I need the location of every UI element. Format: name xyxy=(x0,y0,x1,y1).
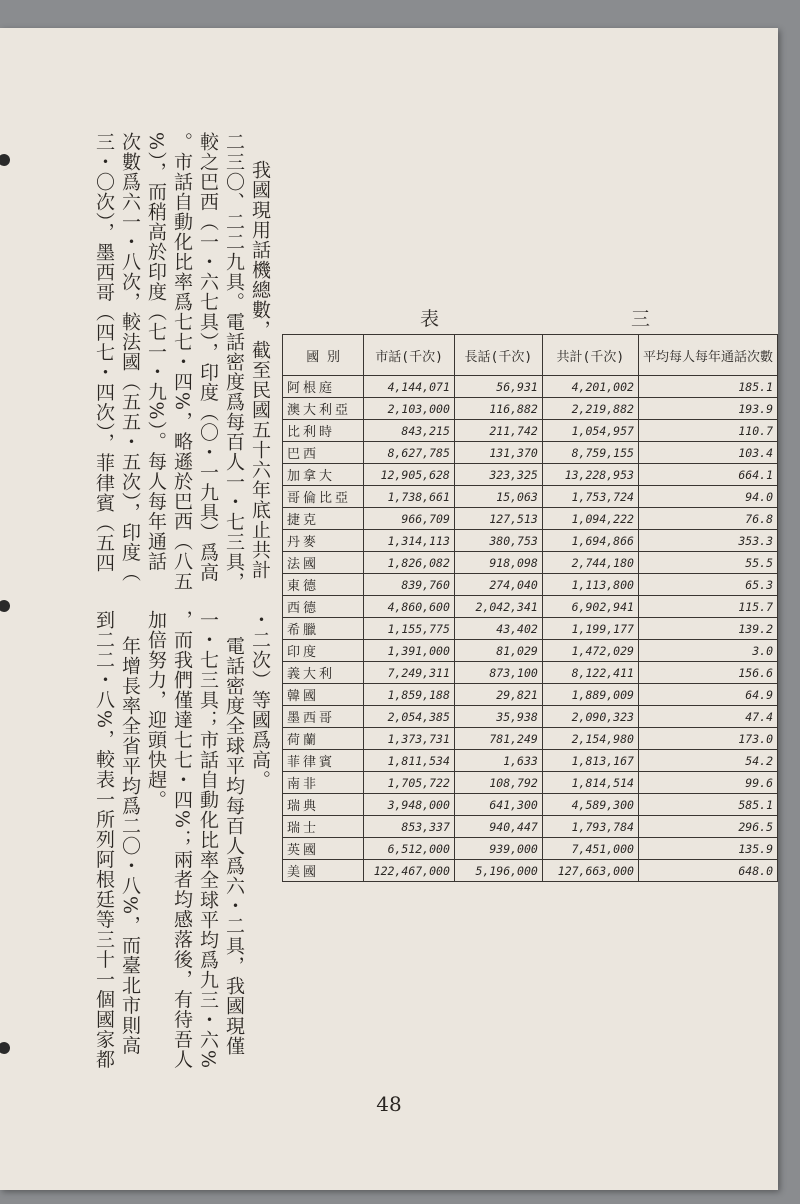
country-cell: 巴西 xyxy=(283,442,364,464)
value-cell: 127,513 xyxy=(454,508,542,530)
table-title-label: 表 xyxy=(420,308,440,330)
value-cell: 94.0 xyxy=(638,486,777,508)
value-cell: 1,859,188 xyxy=(364,684,455,706)
page-number: 48 xyxy=(376,1092,402,1116)
country-cell: 加拿大 xyxy=(283,464,364,486)
table-row xyxy=(283,398,778,420)
text-column: ・二次）等國爲高。 xyxy=(249,610,271,790)
value-cell: 353.3 xyxy=(638,530,777,552)
value-cell: 185.1 xyxy=(638,376,777,398)
value-cell: 131,370 xyxy=(454,442,542,464)
value-cell: 29,821 xyxy=(454,684,542,706)
text-column: 到二二・八%，較表一所列阿根廷等三十一個國家都 xyxy=(93,610,115,1070)
value-cell: 1,314,113 xyxy=(364,530,455,552)
value-cell: 1,814,514 xyxy=(542,772,638,794)
value-cell: 1,054,957 xyxy=(542,420,638,442)
value-cell: 940,447 xyxy=(454,816,542,838)
country-cell: 荷蘭 xyxy=(283,728,364,750)
value-cell: 6,902,941 xyxy=(542,596,638,618)
table-row xyxy=(283,464,778,486)
value-cell: 3.0 xyxy=(638,640,777,662)
table-header-row xyxy=(283,335,778,376)
country-cell: 澳大利亞 xyxy=(283,398,364,420)
value-cell: 64.9 xyxy=(638,684,777,706)
table-row xyxy=(283,662,778,684)
value-cell: 323,325 xyxy=(454,464,542,486)
value-cell: 135.9 xyxy=(638,838,777,860)
table-row xyxy=(283,508,778,530)
value-cell: 15,063 xyxy=(454,486,542,508)
value-cell: 76.8 xyxy=(638,508,777,530)
country-cell: 阿根庭 xyxy=(283,376,364,398)
table-row xyxy=(283,574,778,596)
value-cell: 7,249,311 xyxy=(364,662,455,684)
value-cell: 843,215 xyxy=(364,420,455,442)
value-cell: 8,627,785 xyxy=(364,442,455,464)
table-row xyxy=(283,750,778,772)
value-cell: 1,811,534 xyxy=(364,750,455,772)
value-cell: 54.2 xyxy=(638,750,777,772)
table-row xyxy=(283,684,778,706)
text-column: 電話密度全球平均每百人爲六・二具，我國現僅 xyxy=(223,636,245,1056)
value-cell: 2,744,180 xyxy=(542,552,638,574)
table-row xyxy=(283,530,778,552)
table-row xyxy=(283,838,778,860)
country-cell: 哥倫比亞 xyxy=(283,486,364,508)
country-cell: 英國 xyxy=(283,838,364,860)
value-cell: 1,813,167 xyxy=(542,750,638,772)
value-cell: 918,098 xyxy=(454,552,542,574)
text-column: 次數爲六一・八次，較法國（五五・五次），印度（ xyxy=(119,132,141,583)
value-cell: 110.7 xyxy=(638,420,777,442)
value-cell: 4,589,300 xyxy=(542,794,638,816)
table-title-number: 三 xyxy=(630,308,650,330)
value-cell: 1,113,800 xyxy=(542,574,638,596)
value-cell: 127,663,000 xyxy=(542,860,638,882)
country-cell: 法國 xyxy=(283,552,364,574)
value-cell: 47.4 xyxy=(638,706,777,728)
value-cell: 648.0 xyxy=(638,860,777,882)
value-cell: 103.4 xyxy=(638,442,777,464)
value-cell: 116,882 xyxy=(454,398,542,420)
table-row xyxy=(283,552,778,574)
value-cell: 56,931 xyxy=(454,376,542,398)
country-cell: 墨西哥 xyxy=(283,706,364,728)
value-cell: 2,103,000 xyxy=(364,398,455,420)
value-cell: 2,054,385 xyxy=(364,706,455,728)
text-column: ，而我們僅達七七・四%；兩者均感落後，有待吾人 xyxy=(171,610,193,1070)
value-cell: 585.1 xyxy=(638,794,777,816)
table-row xyxy=(283,420,778,442)
value-cell: 966,709 xyxy=(364,508,455,530)
text-column: 加倍努力，迎頭快趕。 xyxy=(145,610,167,810)
value-cell: 1,391,000 xyxy=(364,640,455,662)
text-column: 。市話自動化比率爲七七・四%，略遜於巴西（八五 xyxy=(171,132,193,592)
value-cell: 7,451,000 xyxy=(542,838,638,860)
country-cell: 南非 xyxy=(283,772,364,794)
value-cell: 1,633 xyxy=(454,750,542,772)
country-cell: 希臘 xyxy=(283,618,364,640)
value-cell: 5,196,000 xyxy=(454,860,542,882)
value-cell: 6,512,000 xyxy=(364,838,455,860)
value-cell: 139.2 xyxy=(638,618,777,640)
text-column: 一・七三具；市話自動化比率全球平均爲九三・六% xyxy=(197,610,219,1070)
table-title xyxy=(420,304,650,331)
text-column: 年增長率全省平均爲二〇・八%，而臺北市則高 xyxy=(119,636,141,1056)
value-cell: 3,948,000 xyxy=(364,794,455,816)
text-column: 二三〇、二二九具。電話密度爲每百人一・七三具， xyxy=(223,132,245,592)
table-row xyxy=(283,442,778,464)
table-row xyxy=(283,618,778,640)
value-cell: 664.1 xyxy=(638,464,777,486)
country-cell: 西德 xyxy=(283,596,364,618)
binder-hole xyxy=(0,154,10,166)
value-cell: 108,792 xyxy=(454,772,542,794)
value-cell: 1,889,009 xyxy=(542,684,638,706)
value-cell: 12,905,628 xyxy=(364,464,455,486)
value-cell: 380,753 xyxy=(454,530,542,552)
table-row xyxy=(283,728,778,750)
country-cell: 丹麥 xyxy=(283,530,364,552)
text-column: 我國現用話機總數，截至民國五十六年底止共計 xyxy=(249,160,271,580)
value-cell: 1,738,661 xyxy=(364,486,455,508)
value-cell: 81,029 xyxy=(454,640,542,662)
value-cell: 873,100 xyxy=(454,662,542,684)
country-cell: 印度 xyxy=(283,640,364,662)
value-cell: 115.7 xyxy=(638,596,777,618)
country-cell: 瑞士 xyxy=(283,816,364,838)
value-cell: 55.5 xyxy=(638,552,777,574)
value-cell: 274,040 xyxy=(454,574,542,596)
value-cell: 939,000 xyxy=(454,838,542,860)
document-page xyxy=(0,28,778,1190)
country-cell: 韓國 xyxy=(283,684,364,706)
value-cell: 2,154,980 xyxy=(542,728,638,750)
value-cell: 1,094,222 xyxy=(542,508,638,530)
table-row xyxy=(283,772,778,794)
country-cell: 比利時 xyxy=(283,420,364,442)
binder-hole xyxy=(0,1042,10,1054)
value-cell: 8,759,155 xyxy=(542,442,638,464)
value-cell: 43,402 xyxy=(454,618,542,640)
country-cell: 美國 xyxy=(283,860,364,882)
value-cell: 173.0 xyxy=(638,728,777,750)
table-row xyxy=(283,376,778,398)
text-column: 三・〇次），墨西哥（四七・四次），菲律賓（五四 xyxy=(93,132,115,573)
value-cell: 1,793,784 xyxy=(542,816,638,838)
value-cell: 193.9 xyxy=(638,398,777,420)
value-cell: 13,228,953 xyxy=(542,464,638,486)
header-local-calls: 市話(千次) xyxy=(364,335,455,376)
value-cell: 641,300 xyxy=(454,794,542,816)
text-column: %），而稍高於印度（七一・九%）。每人每年通話 xyxy=(145,132,167,572)
value-cell: 1,199,177 xyxy=(542,618,638,640)
value-cell: 1,694,866 xyxy=(542,530,638,552)
value-cell: 296.5 xyxy=(638,816,777,838)
country-cell: 義大利 xyxy=(283,662,364,684)
value-cell: 8,122,411 xyxy=(542,662,638,684)
table-row xyxy=(283,816,778,838)
value-cell: 1,155,775 xyxy=(364,618,455,640)
table-row xyxy=(283,486,778,508)
table-row xyxy=(283,596,778,618)
value-cell: 853,337 xyxy=(364,816,455,838)
value-cell: 99.6 xyxy=(638,772,777,794)
text-column: 較之巴西（一・六七具），印度（〇・一九具）爲高 xyxy=(197,132,219,583)
value-cell: 4,860,600 xyxy=(364,596,455,618)
header-long-distance: 長話(千次) xyxy=(454,335,542,376)
country-cell: 菲律賓 xyxy=(283,750,364,772)
value-cell: 122,467,000 xyxy=(364,860,455,882)
value-cell: 1,472,029 xyxy=(542,640,638,662)
table-row xyxy=(283,860,778,882)
value-cell: 839,760 xyxy=(364,574,455,596)
value-cell: 35,938 xyxy=(454,706,542,728)
value-cell: 1,373,731 xyxy=(364,728,455,750)
value-cell: 1,826,082 xyxy=(364,552,455,574)
value-cell: 1,753,724 xyxy=(542,486,638,508)
value-cell: 156.6 xyxy=(638,662,777,684)
country-cell: 捷克 xyxy=(283,508,364,530)
header-total: 共計(千次) xyxy=(542,335,638,376)
header-country: 國 別 xyxy=(283,335,364,376)
table-row xyxy=(283,706,778,728)
table-row xyxy=(283,640,778,662)
value-cell: 2,042,341 xyxy=(454,596,542,618)
table-row xyxy=(283,794,778,816)
value-cell: 4,144,071 xyxy=(364,376,455,398)
header-per-capita: 平均每人每年通話次數 xyxy=(638,335,777,376)
country-cell: 東德 xyxy=(283,574,364,596)
value-cell: 4,201,002 xyxy=(542,376,638,398)
value-cell: 1,705,722 xyxy=(364,772,455,794)
binder-hole xyxy=(0,600,10,612)
value-cell: 65.3 xyxy=(638,574,777,596)
value-cell: 2,090,323 xyxy=(542,706,638,728)
value-cell: 781,249 xyxy=(454,728,542,750)
value-cell: 2,219,882 xyxy=(542,398,638,420)
value-cell: 211,742 xyxy=(454,420,542,442)
telephone-statistics-table xyxy=(282,334,778,882)
country-cell: 瑞典 xyxy=(283,794,364,816)
